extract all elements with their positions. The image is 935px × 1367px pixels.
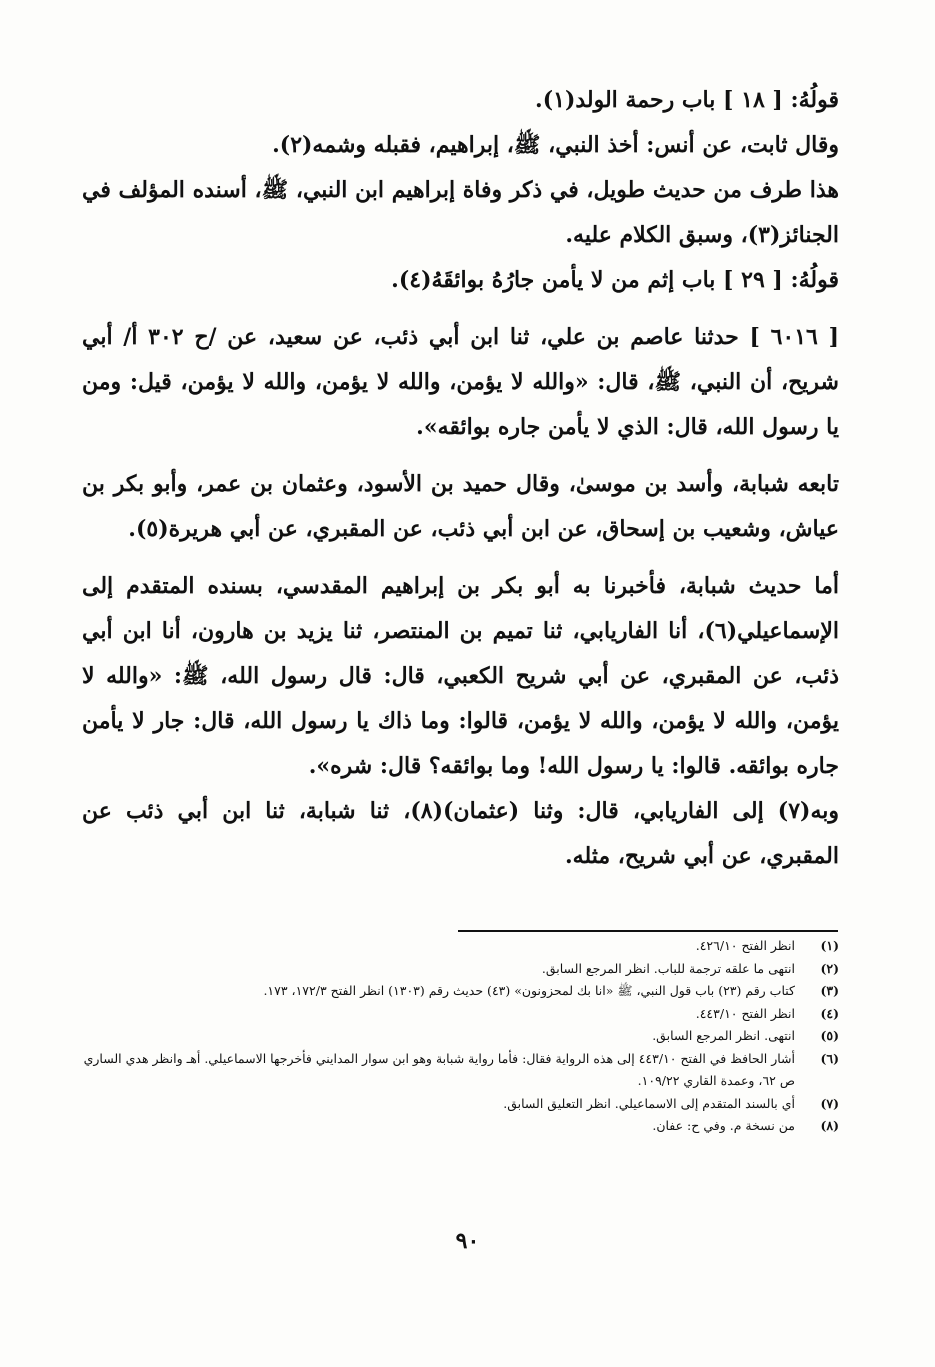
footnote [82, 980, 839, 1003]
page-number: ٩٠ [455, 1228, 480, 1254]
footnote-number: (٨) [820, 1118, 839, 1133]
chapter-heading-29: قولُهُ: [ ٢٩ ] باب إثم من لا يأمن جارُهُ بوائقَهُ(٤). [391, 267, 839, 293]
footnote [82, 958, 839, 981]
footnotes [82, 935, 839, 1138]
footnote [82, 935, 839, 958]
footnote-text: كتاب رقم (٢٣) باب قول النبي، ﷺ «انا بك لمحزونون» (٤٣) حديث رقم (١٣٠٣) انظر الفتح ١٧٢/٣، ١٧٣. [263, 983, 795, 998]
footnote [82, 1093, 839, 1116]
paragraph-commentary: هذا طرف من حديث طويل، في ذكر وفاة إبراهيم ابن النبي، ﷺ، أسنده المؤلف في الجنائز(٣)، وسبق الكلام عليه. [82, 177, 839, 248]
footnote [82, 1115, 839, 1138]
footnote-text: انظر الفتح ٤٢٦/١٠. [695, 938, 795, 953]
footnote-text: أي بالسند المتقدم إلى الاسماعيلي. انظر التعليق السابق. [503, 1095, 795, 1111]
footnote-number: (٦) [820, 1050, 839, 1066]
paragraph-thabit: وقال ثابت، عن أنس: أخذ النبي، ﷺ، إبراهيم، فقبله وشمه(٢). [272, 132, 839, 158]
paragraph-mutaba: تابعه شبابة، وأسد بن موسىٰ، وقال حميد بن الأسود، وعثمان بن عمر، وأبو بكر بن عياش، وشعيب بن إسحاق، عن ابن أبي ذئب، عن المقبري، عن أبي هريرة(٥). [82, 471, 839, 542]
footnote-divider [458, 930, 838, 932]
footnote-text: أشار الحافظ في الفتح ٤٤٣/١٠ إلى هذه الرواية فقال: فأما رواية شبابة وهو ابن سوار المدايني فأخرجها الاسماعيلي. أهـ وانظر هدي الساري ص ٦٢، وعمدة القاري ١٠٩/٢٢. [83, 1050, 795, 1088]
footnote-text: من نسخة م. وفي ح: عفان. [652, 1118, 795, 1133]
footnote-number: (٥) [820, 1028, 839, 1043]
footnote-text: انتهى. انظر المرجع السابق. [652, 1028, 795, 1043]
footnote-text: انظر الفتح ٤٤٣/١٠. [695, 1005, 795, 1021]
footnote [82, 1025, 839, 1048]
main-text [82, 78, 839, 879]
footnote-number: (٣) [820, 983, 839, 998]
paragraph-shababa: أما حديث شبابة، فأخبرنا به أبو بكر بن إبراهيم المقدسي، بسنده المتقدم إلى الإسماعيلي(٦)، أنا الفاريابي، ثنا تميم بن المنتصر، ثنا يزيد بن هارون، أنا ابن أبي ذئب، عن المقبري، عن أبي شريح الكعبي، قال: قال رسول الله، ﷺ: «والله لا يؤمن، والله لا يؤمن، والله لا يؤمن، قالوا: وما ذاك يا رسول الله، قال: جار لا يأمن جاره بوائقه. قالوا: يا رسول الله! وما بوائقه؟ قال: شره». [82, 573, 839, 779]
footnote-number: (١) [820, 938, 839, 953]
footnote-number: (٢) [820, 960, 839, 976]
footnote [82, 1048, 839, 1093]
chapter-heading-18: قولُهُ: [ ١٨ ] باب رحمة الولد(١). [535, 87, 839, 113]
hadith-6016: [ ٦٠١٦ ] حدثنا عاصم بن علي، ثنا ابن أبي ذئب، عن سعيد، عن /ح ٣٠٢ أ/ أبي شريح، أن النبي، ﷺ، قال: «والله لا يؤمن، والله لا يؤمن، والله لا يؤمن، قيل: ومن يا رسول الله، قال: الذي لا يأمن جاره بوائقه». [82, 324, 839, 440]
paragraph-wabihi: وبه(٧) إلى الفاريابي، قال: وثنا (عثمان)(٨)، ثنا شبابة، ثنا ابن أبي ذئب عن المقبري، عن أبي شريح، مثله. [82, 798, 839, 869]
footnote [82, 1003, 839, 1026]
footnote-number: (٤) [820, 1005, 839, 1021]
footnote-number: (٧) [820, 1095, 839, 1111]
footnote-text: انتهى ما علقه ترجمة للباب. انظر المرجع السابق. [541, 960, 795, 976]
